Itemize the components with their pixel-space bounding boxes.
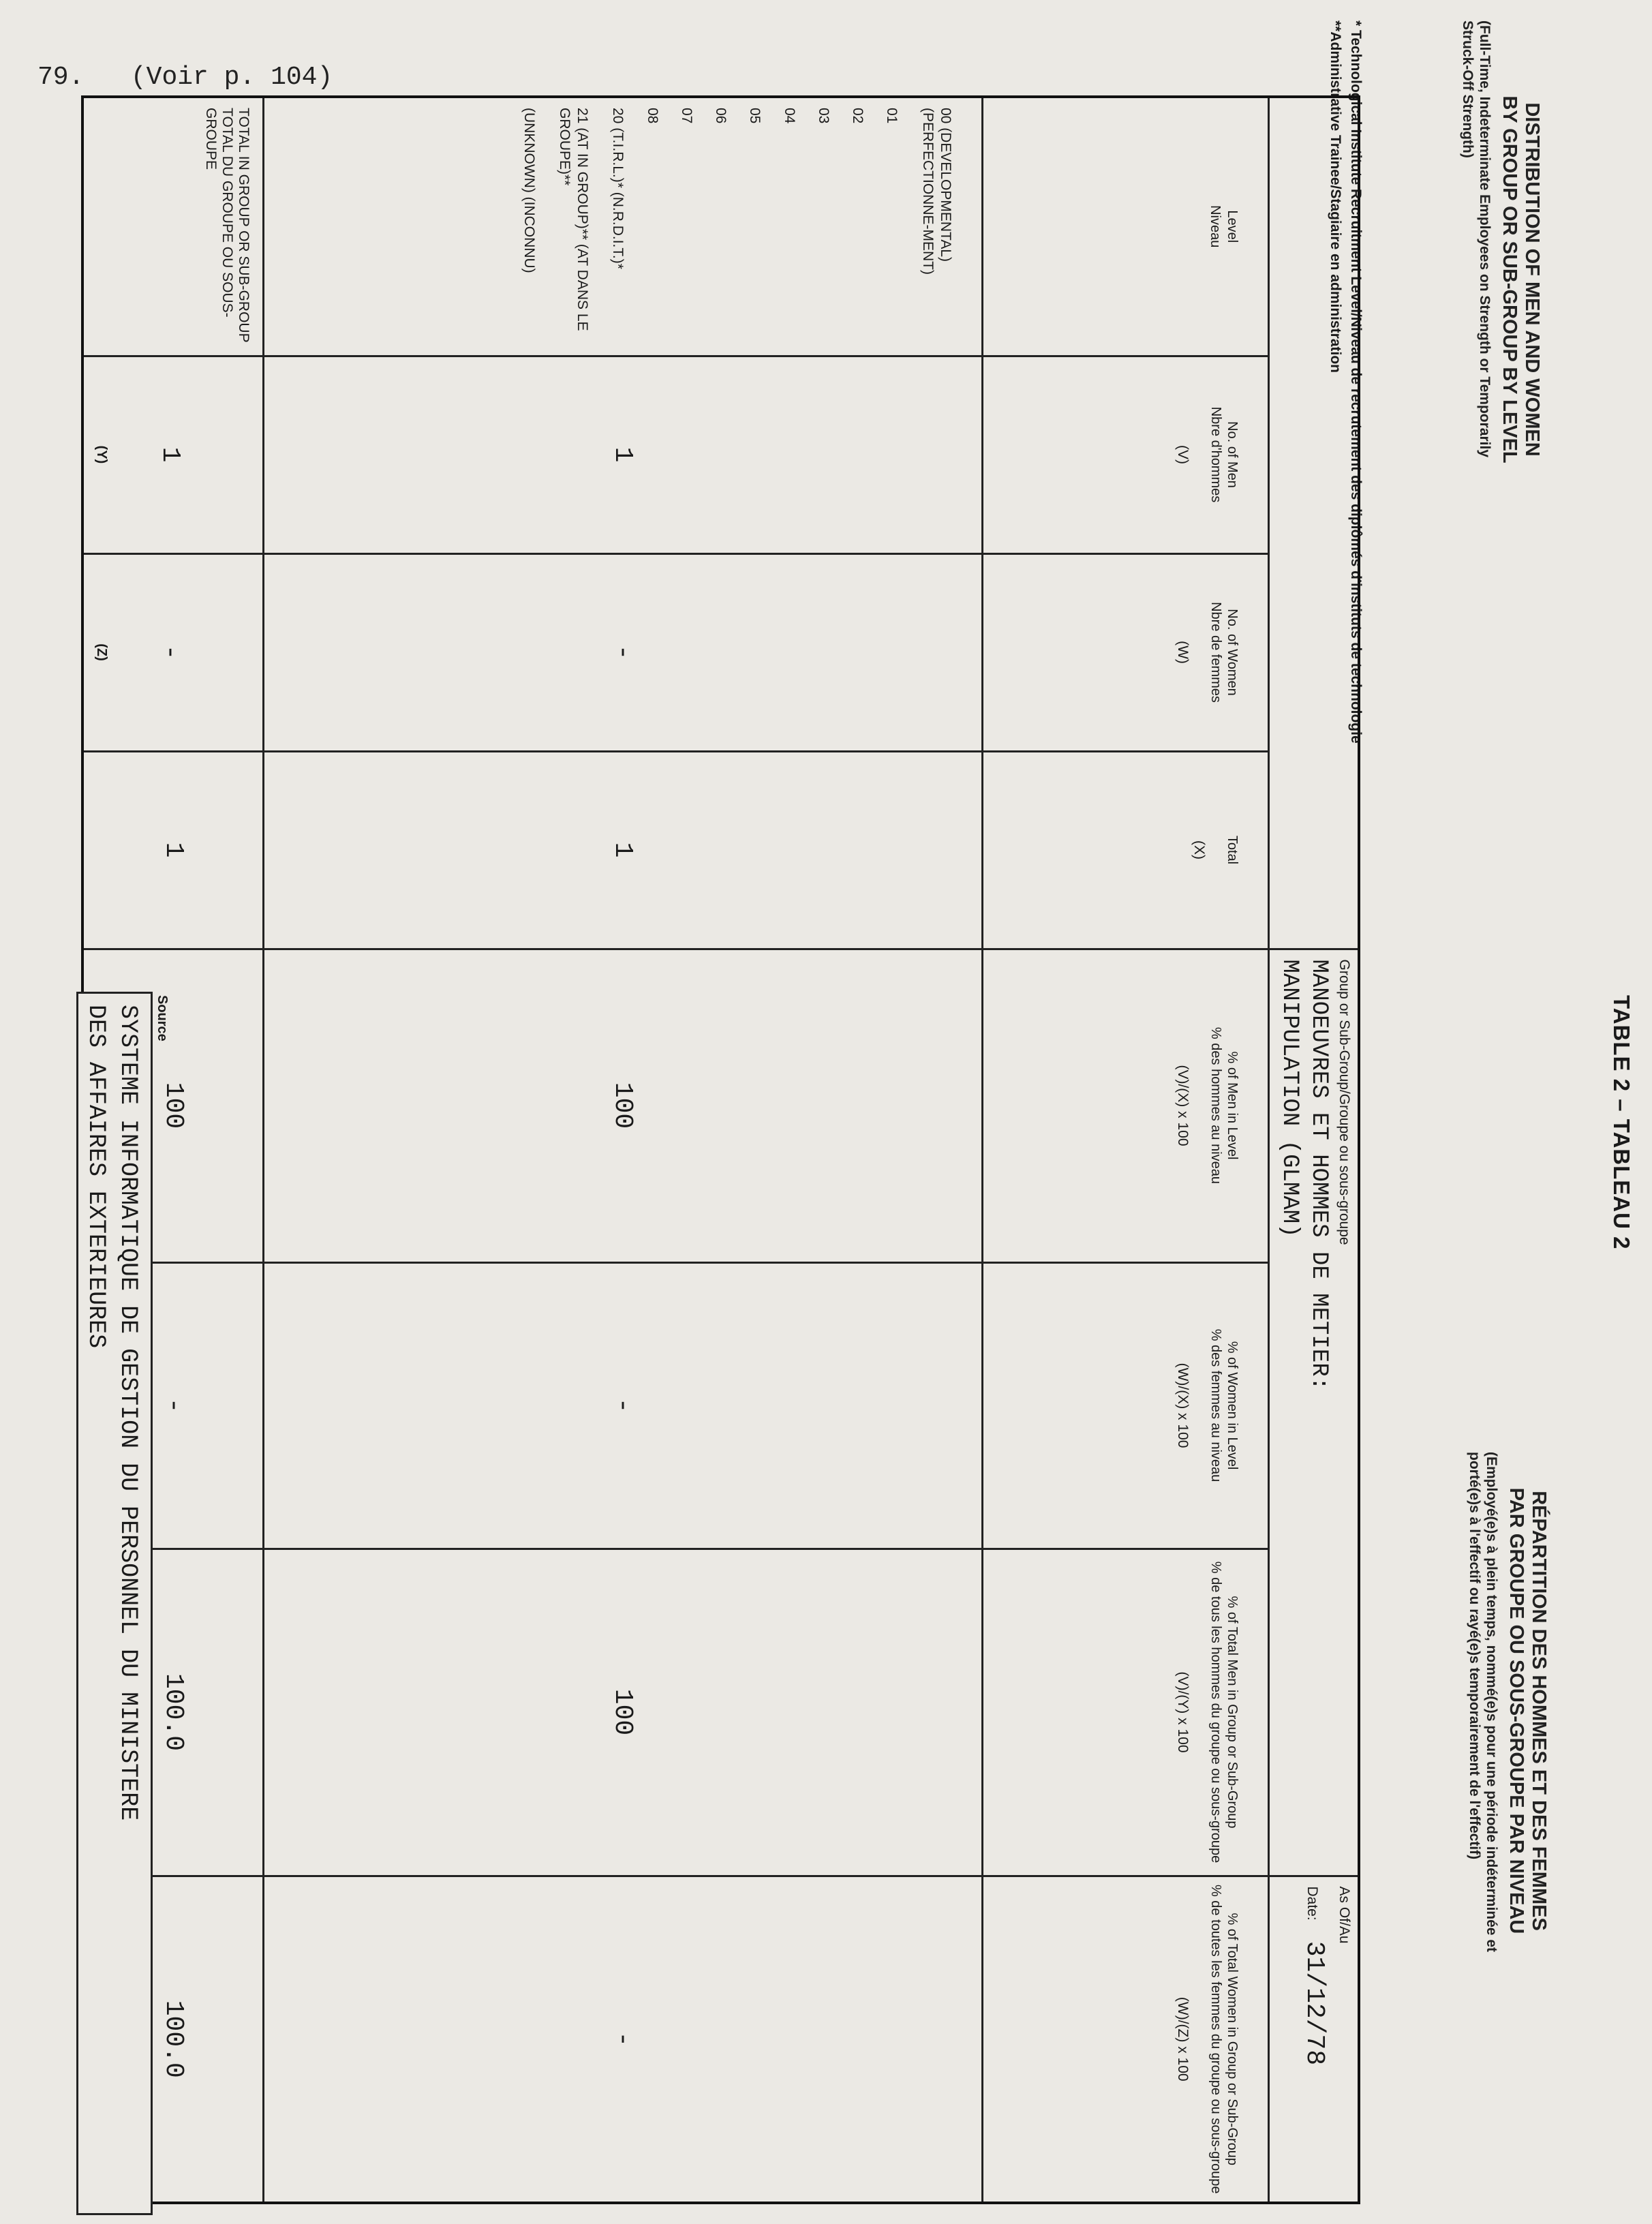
col-women: No. of Women Nbre de femmes (W) — [983, 553, 1269, 751]
english-header — [1459, 20, 1543, 702]
date-cell — [1269, 1876, 1360, 2203]
level-women-value: - — [264, 553, 983, 751]
level-item: 06 — [713, 108, 729, 124]
total-pct-total-men: 100.0 — [83, 1549, 264, 1876]
title-french: RÉPARTITION DES HOMMES ET DES FEMMES PAR GROUPE OU SOUS-GROUPE PAR NIVEAU — [1505, 1487, 1550, 1934]
marker-y: (Y) — [94, 445, 110, 464]
footnote-tirl: * Technological Institute Recruitment Level/Niveau de recrutement des diplômés d'instituts de technologie — [1348, 20, 1364, 744]
group-cell — [1269, 949, 1360, 1876]
level-item: 08 — [644, 108, 660, 124]
level-pct-men-value: 100 — [264, 949, 983, 1262]
group-row — [1269, 97, 1360, 2203]
level-data-row — [264, 97, 983, 2203]
blank-header-cell — [1269, 97, 1360, 949]
group-label: Group or Sub-Group/Groupe ou sous-groupe — [1336, 959, 1352, 1245]
level-item: 00 (DEVELOPMENTAL) (PERFECTIONNE-MENT) — [919, 108, 953, 275]
level-item: 03 — [816, 108, 831, 124]
level-item: 01 — [884, 108, 900, 124]
col-pct-total-men: % of Total Men in Group or Sub-Group % de tous les hommes du groupe ou sous-groupe (V)/(Y) x 100 — [983, 1549, 1269, 1876]
col-men: No. of Men Nbre d'hommes (V) — [983, 356, 1269, 553]
level-pct-women-value: - — [264, 1262, 983, 1549]
level-item: 05 — [747, 108, 763, 124]
level-list — [264, 97, 983, 356]
total-women: - (Z) — [83, 553, 264, 751]
date-label: Date: — [1304, 1886, 1320, 1921]
level-pct-total-men-value: 100 — [264, 1549, 983, 1876]
total-label: TOTAL IN GROUP OR SUB-GROUP TOTAL DU GROUPE OU SOUS-GROUPE — [83, 97, 264, 356]
total-pct-total-women: 100.0 — [83, 1876, 264, 2203]
level-total-value: 1 — [264, 751, 983, 949]
level-item: 07 — [679, 108, 694, 124]
level-pct-total-women-value: - — [264, 1876, 983, 2203]
source-line-1: SYSTEME INFORMATIQUE DE GESTION DU PERSONNEL DU MINISTERE — [114, 1005, 142, 1821]
source-line-2: DES AFFAIRES EXTERIEURES — [82, 1005, 110, 1349]
level-item: (UNKNOWN) (INCONNU) — [521, 108, 537, 273]
total-pct-men: 100 — [83, 949, 264, 1262]
level-item: 20 (T.I.R.L.)* (N.R.D.I.T.)* — [610, 108, 626, 269]
date-value: 31/12/78 — [1300, 1940, 1329, 2066]
as-of-label: As Of/Au — [1336, 1886, 1352, 1944]
total-men: 1 (Y) — [83, 356, 264, 553]
col-pct-total-women: % of Total Women in Group or Sub-Group % de toutes les femmes du groupe ou sous-groupe (W)/(Z) x 100 — [983, 1876, 1269, 2203]
title-english: DISTRIBUTION OF MEN AND WOMEN BY GROUP OR SUB-GROUP BY LEVEL — [1498, 95, 1543, 463]
level-item: 04 — [781, 108, 797, 124]
note-french: (Employé(e)s à plein temps, nommé(e)s pour une période indéterminée et porté(e)s à l'effectif ou rayé(e)s temporairement de l'effectif) — [1467, 1452, 1500, 1952]
col-pct-women-level: % of Women in Level % des femmes au niveau (W)/(X) x 100 — [983, 1262, 1269, 1549]
page-number: 79. (Voir p. 104) — [37, 63, 333, 92]
group-value: MANOEUVRES ET HOMMES DE METIER: MANIPULATION (GLMAM) — [1276, 959, 1332, 1391]
total-total: 1 — [83, 751, 264, 949]
col-total: Total (X) — [983, 751, 1269, 949]
col-pct-men-level: % of Men in Level % des hommes au niveau (V)/(X) x 100 — [983, 949, 1269, 1262]
french-header — [1466, 1452, 1550, 2215]
level-item: 21 (AT IN GROUP)** (AT DANS LE GROUPE)** — [557, 108, 591, 331]
marker-z: (Z) — [94, 643, 110, 661]
source-box — [76, 992, 153, 2215]
column-header-row — [983, 97, 1269, 2203]
level-header: Level Niveau — [983, 97, 1269, 356]
source-label: Source — [155, 995, 170, 1041]
page-reference: (Voir p. 104) — [130, 63, 333, 92]
note-english: (Full-Time, Indeterminate Employees on Strength or Temporarily Struck-Off Strength) — [1460, 20, 1493, 458]
level-men-value: 1 — [264, 356, 983, 553]
level-item: 02 — [850, 108, 866, 124]
total-pct-women: - — [83, 1262, 264, 1549]
distribution-table — [82, 95, 1361, 2204]
table-label: TABLE 2 – TABLEAU 2 — [1609, 995, 1634, 1250]
footnote-at: **Administrative Trainee/Stagiaire en administration — [1327, 20, 1343, 373]
